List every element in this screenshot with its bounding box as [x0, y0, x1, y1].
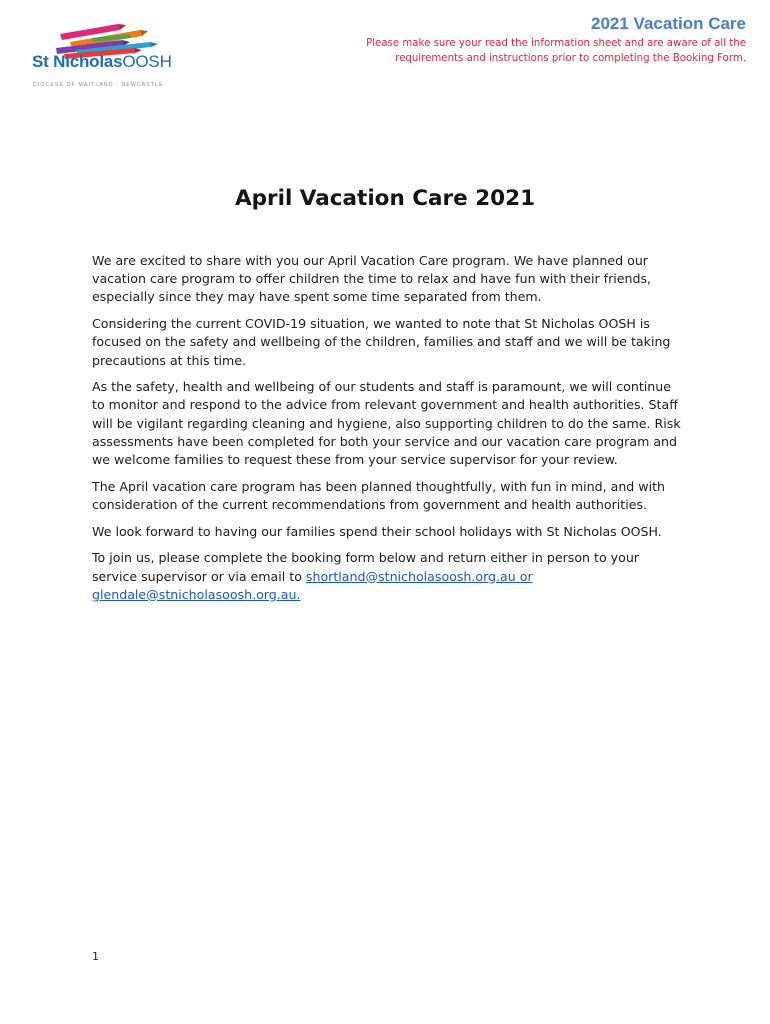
header-note-line-1: Please make sure your read the information sheet and are aware of all the	[366, 38, 746, 49]
header-title: 2021 Vacation Care	[591, 14, 746, 33]
paragraph-safety: As the safety, health and wellbeing of our students and staff is paramount, we will continue to monitor and respond to the advice from relevant government and health authorities. Staff will be vigilant regarding cleaning and hygiene, also supporting children to do the same. Risk assessments have been completed for both your service and our vacation care program and we welcome families to request these from your service supervisor for your review.	[92, 379, 681, 468]
header-note	[306, 36, 746, 66]
header-note-line-2: requirements and instructions prior to completing the Booking Form.	[395, 53, 746, 64]
page-number: 1	[92, 950, 99, 963]
document-body	[92, 252, 687, 612]
document-title: April Vacation Care 2021	[234, 186, 536, 211]
email-link-shortland[interactable]: shortland@stnicholasoosh.org.au or	[305, 568, 533, 584]
paragraph-look-forward: We look forward to having our families spend their school holidays with St Nicholas OOSH.	[92, 523, 662, 539]
paragraph-intro: We are excited to share with you our April Vacation Care program. We have planned our vacation care program to offer children the time to relax and have fun with their friends, especially since they may have spent some time separated from them.	[92, 253, 652, 305]
header-block	[306, 14, 746, 66]
email-link-glendale[interactable]: glendale@stnicholasoosh.org.au.	[92, 586, 301, 602]
logo-name-light: OOSH	[122, 52, 172, 71]
logo-diocese: DIOCESE OF MAITLAND · NEWCASTLE	[33, 82, 164, 88]
logo-wordmark	[32, 52, 172, 72]
paragraph-covid: Considering the current COVID-19 situation, we wanted to note that St Nicholas OOSH is focused on the safety and wellbeing of the children, families and staff and we will be taking precautions at this time.	[92, 316, 671, 368]
paragraph-program: The April vacation care program has been planned thoughtfully, with fun in mind, and with consideration of the current recommendations from government and health authorities.	[92, 478, 666, 512]
logo-name-bold: St Nicholas	[32, 52, 123, 71]
paragraph-join	[92, 549, 687, 604]
join-text: To join us, please complete the booking form below and return either in person to your service supervisor or via email to	[92, 550, 639, 584]
